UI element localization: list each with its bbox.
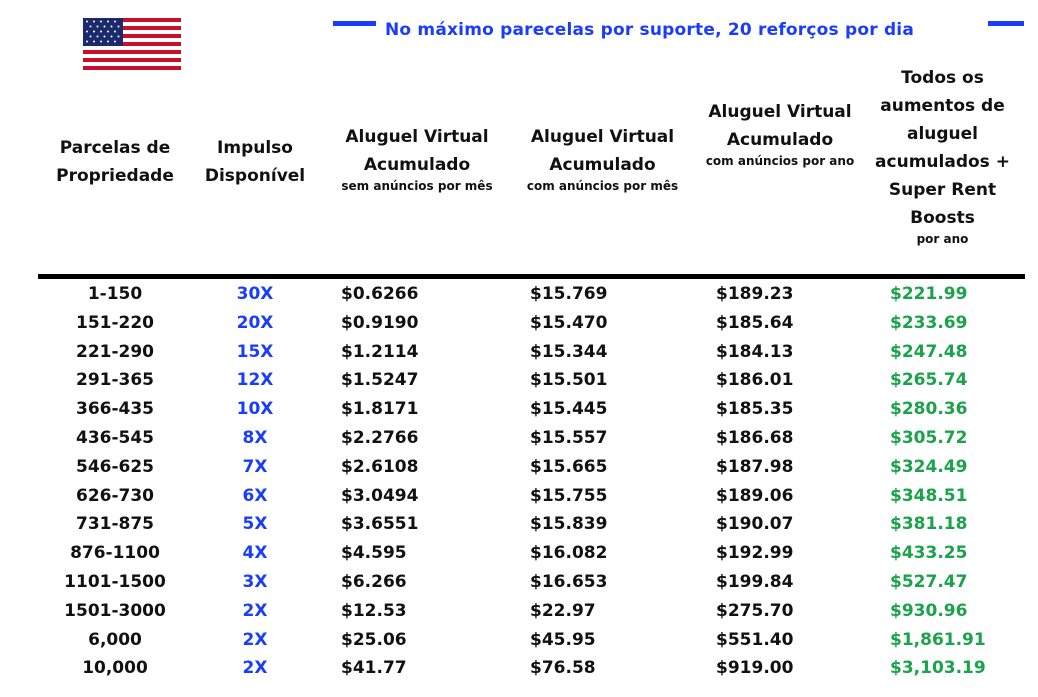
cell-boost: 30X [236,284,274,304]
cell-parcels: 151-220 [75,312,155,333]
cell-parcels: 1-150 [87,284,143,304]
cell-year-ads: $190.07 [716,514,794,535]
header-total-sub: por ano [916,232,969,246]
header-month-ads-title: Aluguel Virtual Acumulado [530,127,675,175]
header-month-no-ads-sub: sem anúncios por mês [341,179,493,193]
cell-month-no-ads: $25.06 [341,629,407,650]
cell-month-ads: $22.97 [530,600,596,621]
table-row [0,397,1038,426]
cell-parcels: 1501-3000 [64,600,166,621]
cell-month-no-ads: $41.77 [341,658,407,679]
cell-month-no-ads: $12.53 [341,600,407,621]
cell-boost: 2X [242,629,268,650]
cell-month-no-ads: $0.6266 [341,284,419,304]
cell-year-ads: $192.99 [716,543,794,564]
cell-boost: 12X [236,370,274,391]
header-year-ads-sub: com anúncios por ano [705,154,855,168]
cell-total: $265.74 [890,370,968,391]
cell-total: $324.49 [890,456,968,477]
cell-month-ads: $15.665 [530,456,608,477]
header-month-no-ads-title: Aluguel Virtual Acumulado [345,127,489,175]
banner-text: No máximo parecelas por suporte, 20 reforços por dia [385,20,915,40]
table-row [0,656,1038,685]
header-parcels [40,134,190,190]
cell-total: $247.48 [890,341,968,362]
header-divider [38,274,1025,279]
table-row [0,282,1038,311]
cell-month-ads: $15.470 [530,312,608,333]
cell-year-ads: $199.84 [716,571,794,592]
cell-boost: 10X [236,399,274,420]
cell-month-ads: $15.501 [530,370,608,391]
cell-total: $348.51 [890,485,968,506]
cell-month-ads: $15.557 [530,427,608,448]
cell-month-ads: $45.95 [530,629,596,650]
cell-month-no-ads: $6.266 [341,571,407,592]
cell-total: $433.25 [890,543,968,564]
cell-parcels: 6,000 [88,629,142,650]
cell-month-no-ads: $1.5247 [341,370,419,391]
header-boost-label: Impulso Disponível [204,138,306,186]
cell-total: $305.72 [890,427,968,448]
header-parcels-label: Parcelas de Propriedade [56,138,174,186]
cell-total: $527.47 [890,571,968,592]
header-boost [195,134,315,190]
table-row [0,541,1038,570]
table-row [0,599,1038,628]
cell-parcels: 436-545 [75,427,155,448]
header-year-ads-title: Aluguel Virtual Acumulado [708,102,852,150]
cell-total: $3,103.19 [890,658,986,679]
cell-year-ads: $185.35 [716,399,794,420]
cell-year-ads: $185.64 [716,312,794,333]
cell-month-no-ads: $3.6551 [341,514,419,535]
cell-boost: 6X [242,485,268,506]
cell-month-ads: $76.58 [530,658,596,679]
cell-month-no-ads: $1.2114 [341,341,419,362]
banner-bar-right [988,21,1024,26]
table-row [0,311,1038,340]
cell-year-ads: $184.13 [716,341,794,362]
header-total-title: Todos os aumentos de aluguel acumulados + Super Rent Boosts [875,68,1010,228]
cell-month-ads: $15.839 [530,514,608,535]
cell-parcels: 1101-1500 [64,571,166,592]
table-row [0,628,1038,657]
cell-boost: 2X [242,658,268,679]
cell-month-no-ads: $3.0494 [341,485,419,506]
cell-parcels: 546-625 [75,456,155,477]
cell-total: $280.36 [890,399,968,420]
cell-month-no-ads: $1.8171 [341,399,419,420]
cell-month-no-ads: $2.2766 [341,427,419,448]
header-total [860,64,1025,247]
table-row [0,570,1038,599]
cell-total: $233.69 [890,312,968,333]
header-year-ads [705,98,855,169]
cell-year-ads: $551.40 [716,629,794,650]
cell-parcels: 221-290 [75,341,155,362]
cell-year-ads: $186.68 [716,427,794,448]
cell-boost: 4X [242,543,268,564]
cell-year-ads: $919.00 [716,658,794,679]
table-row [0,484,1038,513]
cell-month-no-ads: $2.6108 [341,456,419,477]
cell-boost: 8X [242,427,268,448]
table-row [0,340,1038,369]
cell-month-ads: $16.653 [530,571,608,592]
cell-total: $930.96 [890,600,968,621]
cell-boost: 7X [242,456,268,477]
cell-year-ads: $189.06 [716,485,794,506]
cell-month-ads: $15.769 [530,284,608,304]
rent-table [0,282,1038,685]
us-flag-icon [83,18,181,70]
cell-parcels: 731-875 [75,514,155,535]
cell-month-ads: $15.755 [530,485,608,506]
cell-year-ads: $186.01 [716,370,794,391]
cell-total: $381.18 [890,514,968,535]
cell-total: $221.99 [890,284,968,304]
cell-boost: 5X [242,514,268,535]
cell-parcels: 876-1100 [70,543,160,564]
header-month-ads [510,123,695,194]
table-row [0,512,1038,541]
cell-boost: 3X [242,571,268,592]
cell-month-ads: $16.082 [530,543,608,564]
cell-boost: 15X [236,341,274,362]
cell-month-no-ads: $4.595 [341,543,407,564]
table-row [0,368,1038,397]
cell-parcels: 291-365 [75,370,155,391]
cell-total: $1,861.91 [890,629,986,650]
cell-year-ads: $187.98 [716,456,794,477]
cell-year-ads: $275.70 [716,600,794,621]
cell-boost: 20X [236,312,274,333]
header-month-ads-sub: com anúncios por mês [526,179,679,193]
table-row [0,455,1038,484]
cell-parcels: 366-435 [75,399,155,420]
cell-month-ads: $15.344 [530,341,608,362]
banner-bar-left [333,21,376,26]
table-row [0,426,1038,455]
cell-parcels: 626-730 [75,485,155,506]
cell-month-ads: $15.445 [530,399,608,420]
header-month-no-ads [322,123,512,194]
cell-month-no-ads: $0.9190 [341,312,419,333]
cell-boost: 2X [242,600,268,621]
cell-year-ads: $189.23 [716,284,794,304]
cell-parcels: 10,000 [82,658,148,679]
